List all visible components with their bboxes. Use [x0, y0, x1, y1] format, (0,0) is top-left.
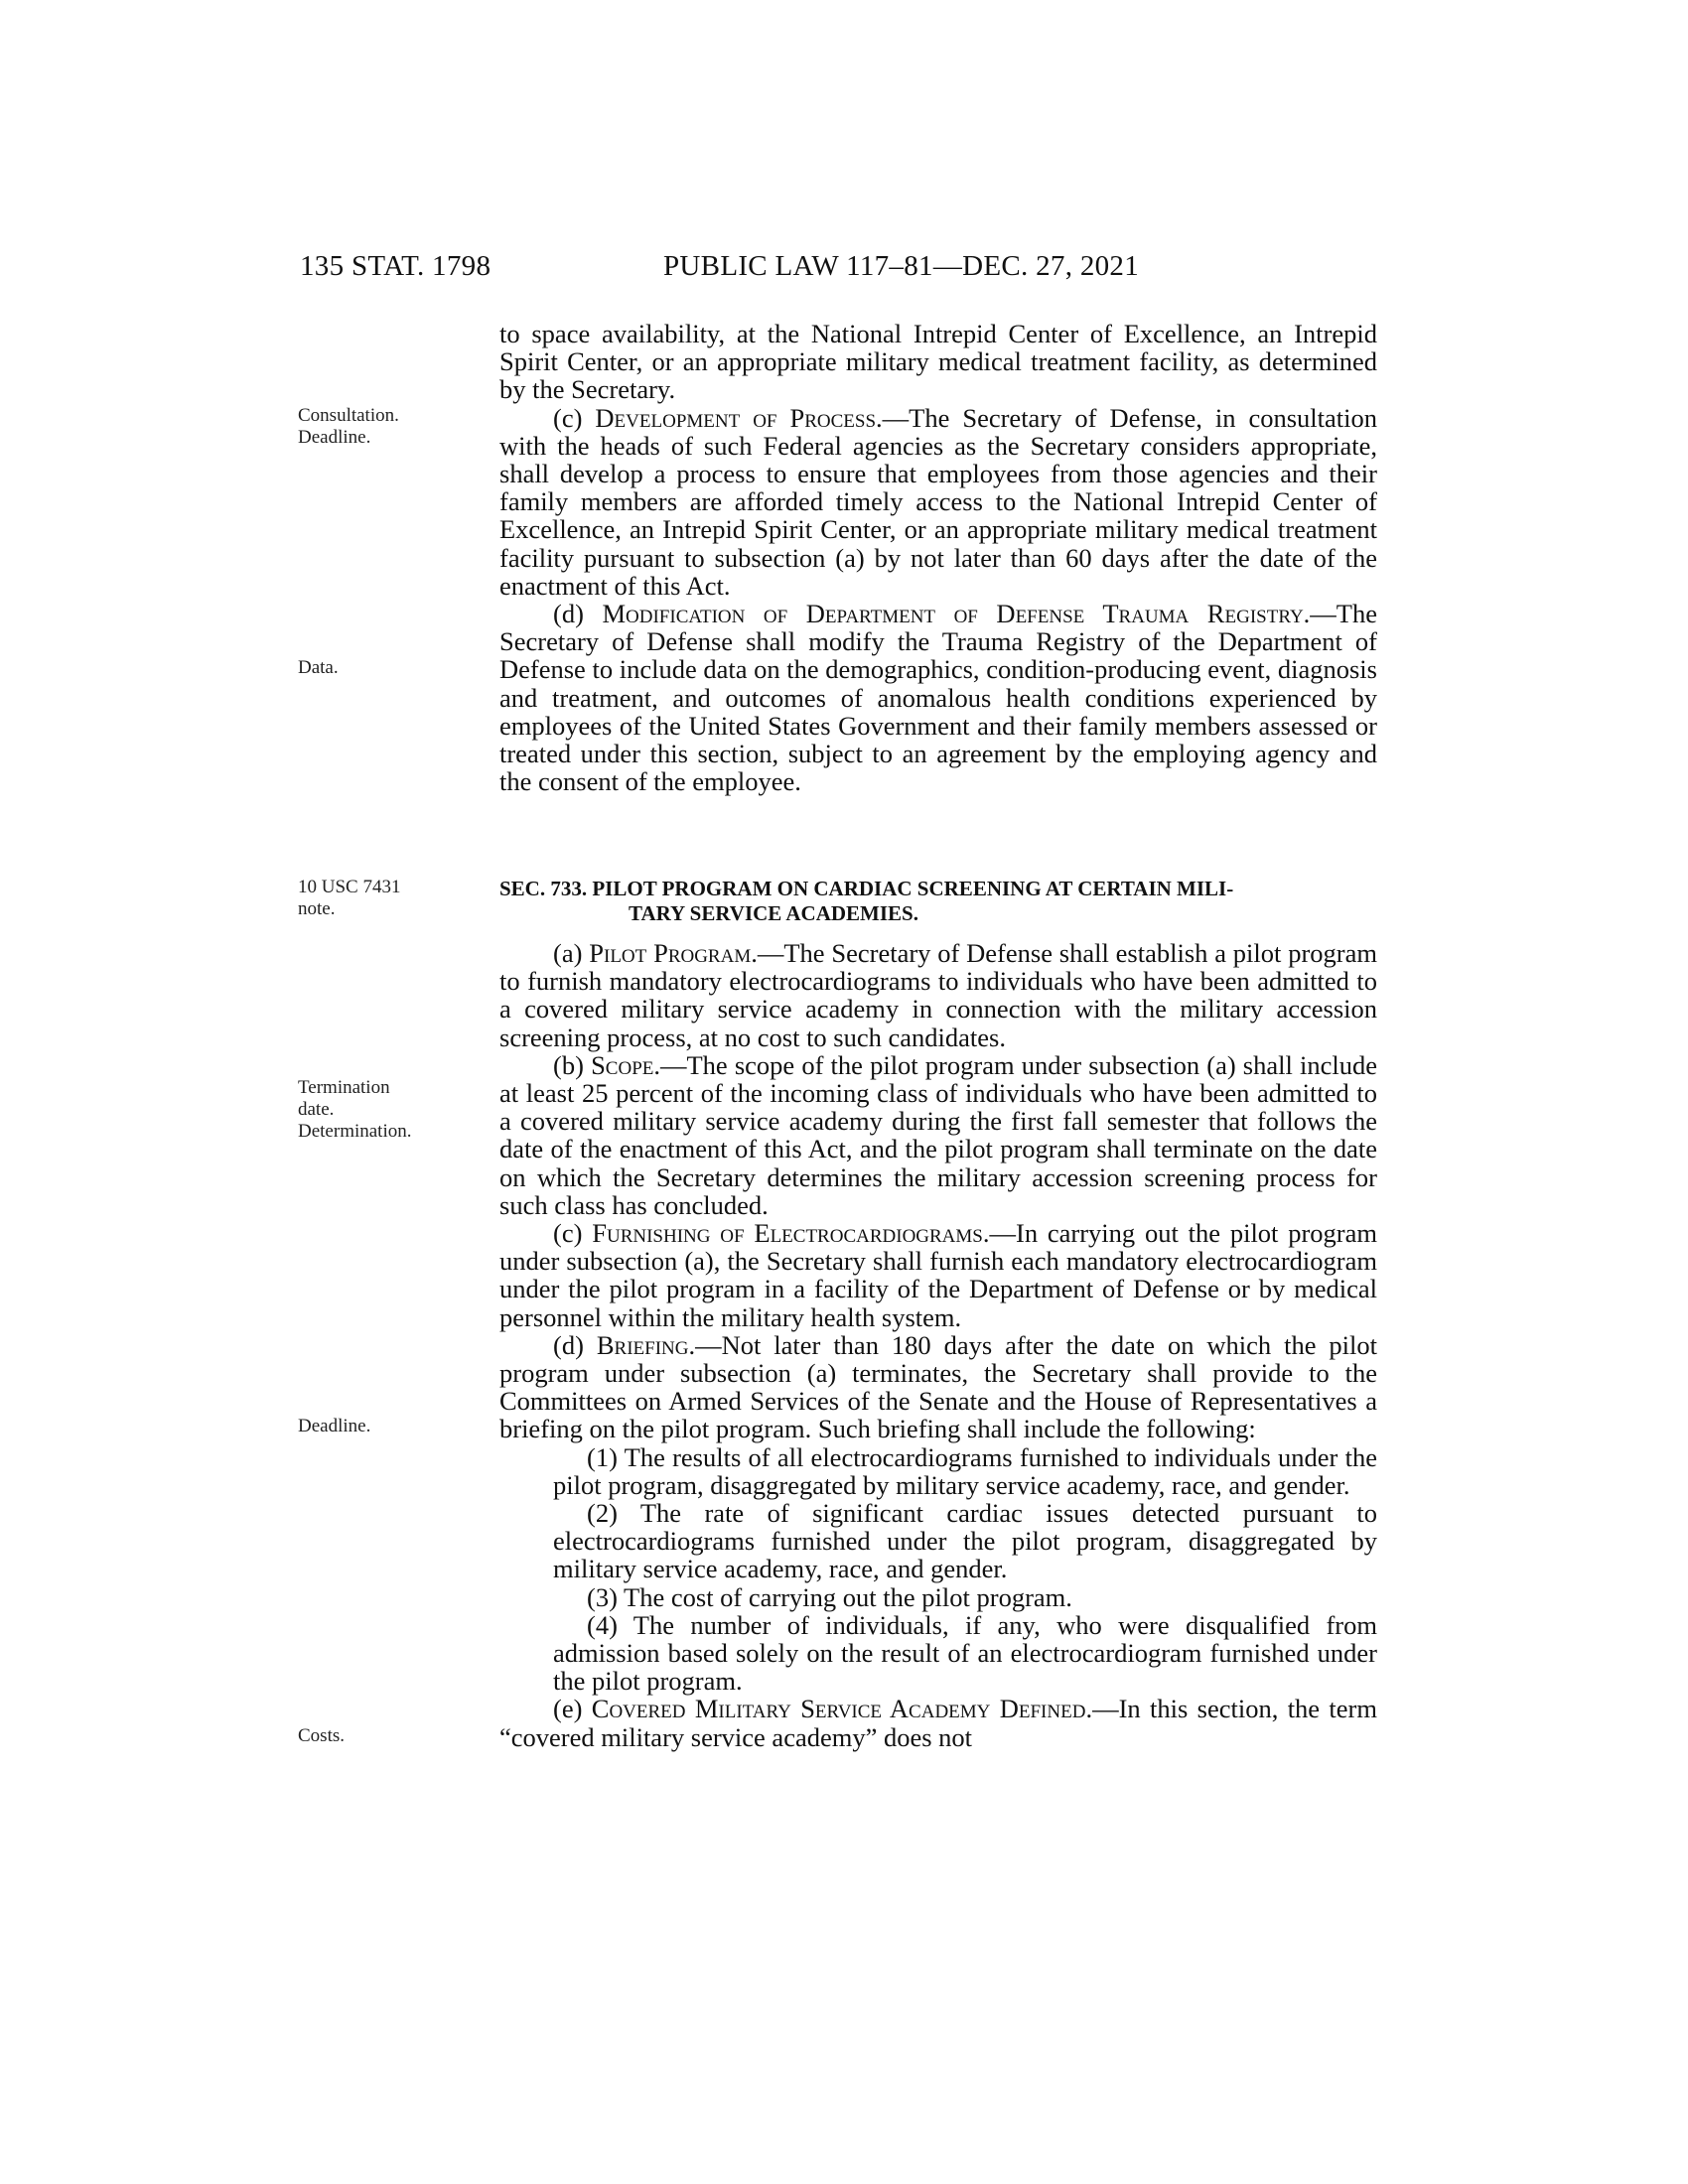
margin-note-line: Determination.: [298, 1121, 412, 1142]
page-header: [0, 250, 1688, 290]
paragraph-c-furnishing: [499, 1219, 1377, 1331]
paragraph-label: (a): [553, 938, 583, 968]
paragraph-heading: Modification of Department of Defense Trauma Registry: [602, 599, 1304, 629]
paragraph-heading: Covered Military Service Academy Defined: [591, 1694, 1086, 1724]
list-item: (2) The rate of significant cardiac issues detected pursuant to electrocardiograms furnished under the pilot program, disaggregated by military service academy, race, and gender.: [553, 1498, 1377, 1584]
list-item: (1) The results of all electrocardiograms furnished to individuals under the pilot program, disaggregated by military service academy, race, and gender.: [553, 1441, 1377, 1500]
margin-note-line: Data.: [298, 657, 339, 678]
paragraph-body: .—In carrying out the pilot program under subsection (a), the Secretary shall furnish each mandatory electrocardiogram under the pilot program in a facility of the Department of Defense or by medical personnel within the military health system.: [499, 1218, 1378, 1332]
body-text-section-733: [499, 939, 1377, 1751]
section-heading-line: TARY SERVICE ACADEMIES.: [629, 901, 918, 925]
paragraph-heading: Briefing: [596, 1329, 689, 1360]
paragraph-label: (e): [553, 1694, 583, 1724]
paragraph-body: .—The Secretary of Defense shall establish a pilot program to furnish mandatory electrocardiograms to individuals who have been admitted to a covered military service academy in connection with the military accession screening process, at no cost to such candidates.: [499, 938, 1377, 1052]
section-heading-line: SEC. 733. PILOT PROGRAM ON CARDIAC SCREENING AT CERTAIN MILI-: [499, 877, 1234, 900]
paragraph-body: .—The scope of the pilot program under subsection (a) shall include at least 25 percent of the incoming class of individuals who have been admitted to a covered military service academy during the first fall semester that follows the date of the enactment of this Act, and the pilot program shall terminate on the date on which the Secretary determines the military accession screening process for such class has concluded.: [499, 1049, 1377, 1220]
paragraph-d-briefing: [499, 1331, 1377, 1443]
paragraph-c-development-of-process: [499, 404, 1377, 600]
statute-page-number: 135 STAT. 1798: [300, 250, 492, 282]
paragraph-body: .—Not later than 180 days after the date on which the pilot program under subsection (a) terminates, the Secretary shall provide to the Committees on Armed Services of the Senate and the House of Representatives a briefing on the pilot program. Such briefing shall include the following:: [499, 1329, 1378, 1444]
margin-note-line: Termination: [298, 1077, 390, 1098]
paragraph-label: (c): [553, 1218, 583, 1249]
paragraph-continued: to space availability, at the National Intrepid Center of Excellence, an Intrepid Spirit Center, or an appropriate military medical treatment facility, as determined by the Secretary.: [499, 319, 1377, 405]
margin-note-line: date.: [298, 1099, 335, 1120]
margin-note-line: Consultation.: [298, 405, 399, 426]
public-law-citation: PUBLIC LAW 117–81—DEC. 27, 2021: [663, 250, 1140, 282]
margin-note-line: 10 USC 7431: [298, 877, 401, 897]
paragraph-a-pilot-program: [499, 939, 1377, 1051]
paragraph-label: (d): [553, 599, 584, 629]
paragraph-heading: Scope: [591, 1049, 654, 1080]
paragraph-body: .—In this section, the term “covered military service academy” does not: [499, 1694, 1377, 1752]
list-item: (3) The cost of carrying out the pilot program.: [587, 1581, 1072, 1612]
margin-note-consultation-deadline: [298, 405, 399, 449]
margin-note-line: Costs.: [298, 1725, 345, 1746]
margin-note-costs: [298, 1725, 345, 1747]
paragraph-label: (c): [553, 402, 583, 433]
paragraph-body: .—The Secretary of Defense shall modify the Trauma Registry of the Department of Defense to include data on the demographics, condition-producing event, diagnosis and treatment, and outcomes of anomalous health conditions experienced by employees of the United States Government and their family members assessed or treated under this section, subject to an agreement by the employing agency and the consent of the employee.: [499, 599, 1377, 797]
paragraph-heading: Pilot Program: [589, 938, 752, 968]
paragraph-b-scope: [499, 1051, 1377, 1219]
paragraph-label: (d): [553, 1329, 584, 1360]
margin-note-line: note.: [298, 898, 336, 919]
margin-note-deadline: [298, 1416, 370, 1437]
margin-note-termination: [298, 1077, 412, 1143]
paragraph-d-trauma-registry: [499, 600, 1377, 795]
paragraph-heading: Furnishing of Electrocardiograms: [592, 1218, 983, 1249]
paragraph-heading: Development of Process: [595, 402, 877, 433]
paragraph-e-definition: [499, 1695, 1377, 1750]
section-heading: [499, 877, 1377, 926]
margin-note-line: Deadline.: [298, 427, 371, 448]
list-item: (4) The number of individuals, if any, who were disqualified from admission based solely on the result of an electrocardiogram furnished under the pilot program.: [553, 1609, 1377, 1697]
margin-note-data: [298, 657, 339, 679]
body-text-upper: [499, 320, 1377, 795]
margin-note-line: Deadline.: [298, 1416, 371, 1436]
paragraph-body: .—The Secretary of Defense, in consultation with the heads of such Federal agencies as the Secretary considers appropriate, shall develop a process to ensure that employees from those agencies and their family members are afforded timely access to the National Intrepid Center of Excellence, an Intrepid Spirit Center, or an appropriate military medical treatment facility pursuant to subsection (a) by not later than 60 days after the date of the enactment of this Act.: [499, 402, 1378, 601]
paragraph-label: (b): [553, 1049, 584, 1080]
margin-note-usc: [298, 877, 400, 920]
